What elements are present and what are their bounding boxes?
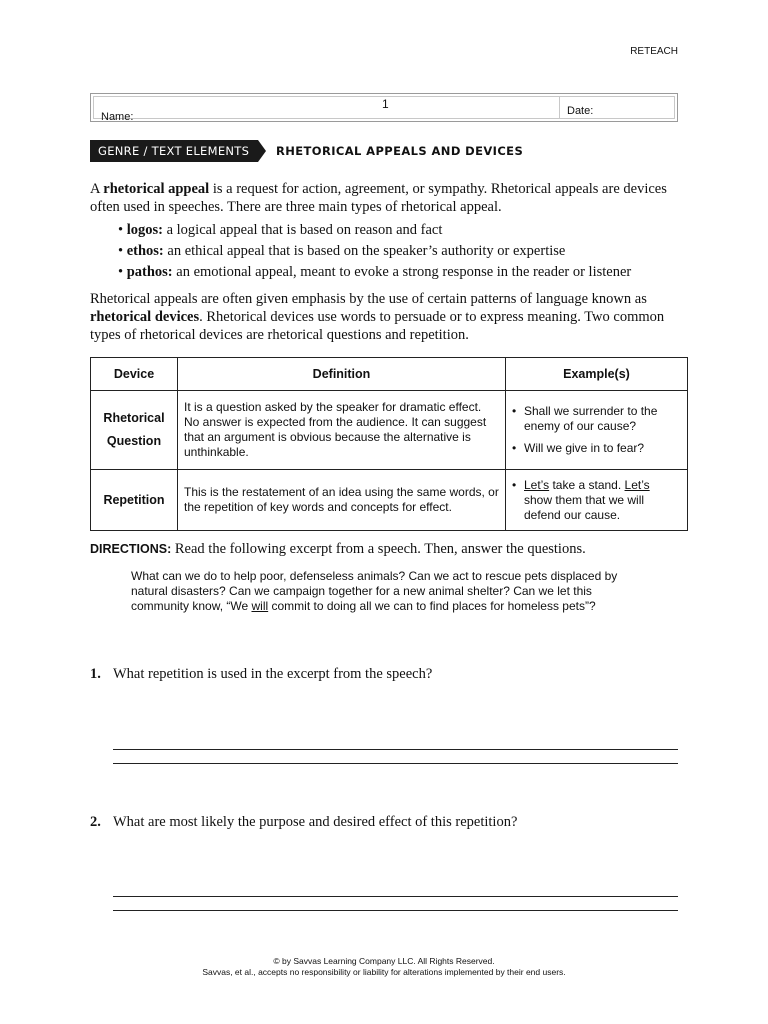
question-number: 1. xyxy=(90,666,101,682)
column-header-device: Device xyxy=(91,358,178,391)
examples-cell xyxy=(506,470,688,531)
devices-text-1: Rhetorical appeals are often given emphasis by the use of certain patterns of language known as xyxy=(90,291,647,307)
examples-cell xyxy=(506,391,688,470)
device-cell xyxy=(91,391,178,470)
answer-line[interactable] xyxy=(113,749,678,750)
question-2 xyxy=(90,814,517,831)
genre-tag-arrow xyxy=(258,140,266,162)
underlined-word: Let’s xyxy=(624,477,650,492)
examples-list xyxy=(512,404,681,456)
list-item-term: pathos: xyxy=(126,264,173,280)
device-cell: Repetition xyxy=(91,470,178,531)
question-1 xyxy=(90,666,432,683)
copyright-footer xyxy=(0,956,768,978)
list-item-logos: • logos: a logical appeal that is based on reason and fact xyxy=(118,222,443,238)
intro-term: rhetorical appeal xyxy=(103,181,210,197)
footer-line-2: Savvas, et al., accepts no responsibility or liability for alterations implemented by their end users. xyxy=(202,967,566,977)
device-name-line1: Rhetorical xyxy=(103,411,165,425)
definition-cell: This is the restatement of an idea using the same words, or the repetition of key words and concepts for effect. xyxy=(178,470,506,531)
name-date-box xyxy=(90,93,678,122)
underlined-word: Let’s xyxy=(524,477,550,492)
name-label: Name: xyxy=(101,111,134,123)
list-item-text: an ethical appeal that is based on the speaker’s authority or expertise xyxy=(163,243,566,259)
intro-text: is a request for action, agreement, or sympathy. Rhetorical appeals are devices often used in speeches. There are three main types of rhetorical appeal. xyxy=(90,181,667,215)
date-label: Date: xyxy=(567,105,594,117)
list-item-ethos: • ethos: an ethical appeal that is based on the speaker’s authority or expertise xyxy=(118,243,566,259)
directions xyxy=(90,541,586,558)
excerpt-text-1: What can we do to help poor, defenseless animals? Can we act to rescue pets displaced by natural disasters? Can we campaign together for a new animal shelter? Can we let this community know, “We xyxy=(131,569,618,613)
list-item: • Shall we surrender to the enemy of our cause? xyxy=(512,404,681,434)
list-item-text: an emotional appeal, meant to evoke a strong response in the reader or listener xyxy=(172,264,632,280)
excerpt-underlined: will xyxy=(251,599,269,613)
table-row xyxy=(91,391,688,470)
genre-tag: GENRE / TEXT ELEMENTS xyxy=(90,140,258,162)
devices-term: rhetorical devices xyxy=(90,309,200,325)
definition-cell: It is a question asked by the speaker for dramatic effect. No answer is expected from the audience. It can suggest that an argument is obvious because the alternative is unthinkable. xyxy=(178,391,506,470)
list-item: • Will we give in to fear? xyxy=(512,441,681,456)
example-text: show them that we will defend our cause. xyxy=(524,492,645,522)
answer-line[interactable] xyxy=(113,763,678,764)
devices-text-2: . Rhetorical devices use words to persuade or to express meaning. Two common types of rhetorical devices are rhetorical questions and repetition. xyxy=(90,309,665,343)
table-row xyxy=(91,470,688,531)
page-number: 1 xyxy=(382,97,389,111)
answer-line[interactable] xyxy=(113,910,678,911)
examples-list xyxy=(512,478,681,523)
question-text: What repetition is used in the excerpt from the speech? xyxy=(113,666,433,682)
intro-prefix: A xyxy=(90,181,104,197)
list-item-pathos: • pathos: an emotional appeal, meant to evoke a strong response in the reader or listener xyxy=(118,264,632,280)
date-divider xyxy=(559,97,560,118)
speech-excerpt xyxy=(131,569,641,614)
devices-paragraph xyxy=(90,290,690,344)
intro-paragraph xyxy=(90,180,690,216)
question-text: What are most likely the purpose and desired effect of this repetition? xyxy=(113,814,518,830)
answer-line[interactable] xyxy=(113,896,678,897)
appeal-types-list xyxy=(118,220,631,283)
excerpt-text-2: commit to doing all we can to find places for homeless pets”? xyxy=(268,599,596,613)
footer-line-1: © by Savvas Learning Company LLC. All Rights Reserved. xyxy=(273,956,495,966)
reteach-label: RETEACH xyxy=(630,46,678,57)
name-date-inner-border xyxy=(93,96,675,123)
example-text: take a stand. xyxy=(549,477,625,492)
lesson-title: RHETORICAL APPEALS AND DEVICES xyxy=(276,144,524,158)
table-header-row xyxy=(91,358,688,391)
device-name-line2: Question xyxy=(106,434,162,448)
list-item-term: ethos: xyxy=(126,243,164,259)
directions-label: DIRECTIONS: xyxy=(90,542,172,556)
column-header-examples: Example(s) xyxy=(506,358,688,391)
list-item-text: a logical appeal that is based on reason and fact xyxy=(162,222,443,238)
directions-text: Read the following excerpt from a speech. Then, answer the questions. xyxy=(171,541,586,557)
devices-table xyxy=(90,357,688,531)
column-header-definition: Definition xyxy=(178,358,506,391)
list-item xyxy=(512,478,681,523)
question-number: 2. xyxy=(90,814,101,830)
list-item-term: logos: xyxy=(126,222,163,238)
